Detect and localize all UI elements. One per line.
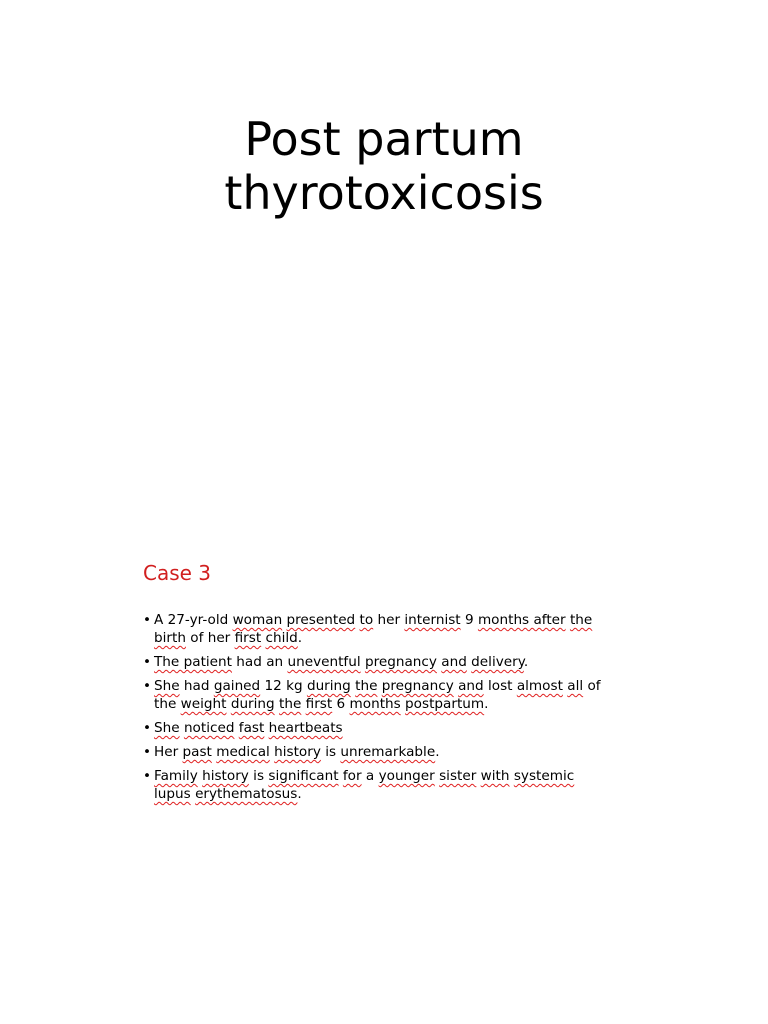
spellcheck-flagged-word: the — [355, 678, 378, 694]
bullet-text-segment: her — [373, 612, 405, 628]
spellcheck-flagged-word: delivery — [471, 654, 524, 670]
spellcheck-flagged-word: uneventful — [287, 654, 361, 670]
bullet-text — [154, 678, 601, 712]
spellcheck-flagged-word: and — [441, 654, 467, 670]
slide-title-line-2: thyrotoxicosis — [224, 166, 544, 220]
spellcheck-flagged-word: pregnancy — [364, 654, 437, 670]
bullet-dot-icon: • — [143, 720, 152, 736]
spellcheck-flagged-word: and — [458, 678, 484, 694]
spellcheck-flagged-word: birth — [154, 630, 186, 646]
case-bullet-list — [143, 611, 613, 809]
spellcheck-flagged-word: pregnancy — [381, 678, 454, 694]
spellcheck-flagged-word: first — [305, 696, 333, 712]
spellcheck-flagged-word: lupus — [154, 786, 191, 802]
bullet-text-segment: is — [248, 768, 269, 784]
bullet-dot-icon: • — [143, 744, 152, 760]
bullet-item — [143, 653, 613, 671]
spellcheck-flagged-word: woman — [232, 612, 283, 628]
spellcheck-flagged-word: younger — [378, 768, 435, 784]
spellcheck-flagged-word: presented — [286, 612, 356, 628]
bullet-dot-icon: • — [143, 768, 152, 784]
bullet-item — [143, 743, 613, 761]
spellcheck-flagged-word: She — [154, 720, 180, 736]
bullet-text — [154, 744, 440, 760]
spellcheck-flagged-word: to — [359, 612, 374, 628]
spellcheck-flagged-word: fast — [238, 720, 265, 736]
spellcheck-flagged-word: all — [567, 678, 584, 694]
spellcheck-flagged-word: gained — [213, 678, 261, 694]
spellcheck-flagged-word: noticed — [183, 720, 235, 736]
bullet-item — [143, 677, 613, 713]
spellcheck-flagged-word: The patient — [154, 654, 232, 670]
bullet-text-segment: . — [435, 744, 440, 760]
bullet-dot-icon: • — [143, 654, 152, 670]
case-heading: Case 3 — [143, 561, 212, 585]
spellcheck-flagged-word: history — [274, 744, 321, 760]
spellcheck-flagged-word: erythematosus — [195, 786, 298, 802]
bullet-text-segment: 6 — [332, 696, 350, 712]
bullet-text-segment: of the — [154, 678, 601, 712]
spellcheck-flagged-word: medical — [216, 744, 270, 760]
bullet-text-segment: . — [297, 630, 303, 646]
bullet-item — [143, 611, 613, 647]
spellcheck-flagged-word: almost — [516, 678, 563, 694]
spellcheck-flagged-word: months after — [477, 612, 566, 628]
bullet-dot-icon: • — [143, 612, 152, 628]
spellcheck-flagged-word: months — [349, 696, 401, 712]
spellcheck-flagged-word: child — [265, 630, 298, 646]
spellcheck-flagged-word: during — [306, 678, 351, 694]
spellcheck-flagged-word: systemic — [513, 768, 575, 784]
bullet-text-segment: is — [320, 744, 341, 760]
bullet-text-segment: . — [297, 786, 302, 802]
bullet-item — [143, 767, 613, 803]
spellcheck-flagged-word: postpartum — [405, 696, 485, 712]
slide-title-line-1: Post partum — [244, 112, 524, 166]
bullet-text-segment: . — [484, 696, 489, 712]
bullet-text-segment: A 27-yr-old — [154, 612, 233, 628]
bullet-text-segment: Her — [154, 744, 183, 760]
bullet-text — [154, 768, 574, 802]
bullet-text-segment: a — [361, 768, 379, 784]
spellcheck-flagged-word: weight — [180, 696, 227, 712]
spellcheck-flagged-word: the — [279, 696, 302, 712]
bullet-text-segment: 9 — [460, 612, 478, 628]
spellcheck-flagged-word: past — [182, 744, 212, 760]
bullet-text-segment: 12 kg — [260, 678, 307, 694]
bullet-text-segment: had an — [231, 654, 288, 670]
bullet-text — [154, 612, 592, 646]
bullet-text — [154, 654, 528, 670]
bullet-text-segment: lost — [483, 678, 517, 694]
spellcheck-flagged-word: internist — [404, 612, 461, 628]
slide-title — [0, 112, 768, 220]
bullet-text-segment: . — [523, 654, 529, 670]
spellcheck-flagged-word: unremarkable — [340, 744, 436, 760]
spellcheck-flagged-word: sister — [439, 768, 477, 784]
bullet-item — [143, 719, 613, 737]
spellcheck-flagged-word: heartbeats — [268, 720, 343, 736]
spellcheck-flagged-word: Family — [154, 768, 198, 784]
bullet-text — [154, 720, 343, 736]
bullet-text-segment: of her — [185, 630, 235, 646]
spellcheck-flagged-word: for — [342, 768, 362, 784]
spellcheck-flagged-word: during — [230, 696, 275, 712]
spellcheck-flagged-word: She — [154, 678, 180, 694]
bullet-dot-icon: • — [143, 678, 152, 694]
spellcheck-flagged-word: with — [480, 768, 510, 784]
bullet-text-segment: had — [179, 678, 214, 694]
spellcheck-flagged-word: history — [202, 768, 249, 784]
spellcheck-flagged-word: first — [234, 630, 262, 646]
spellcheck-flagged-word: significant — [268, 768, 339, 784]
spellcheck-flagged-word: the — [569, 612, 593, 628]
